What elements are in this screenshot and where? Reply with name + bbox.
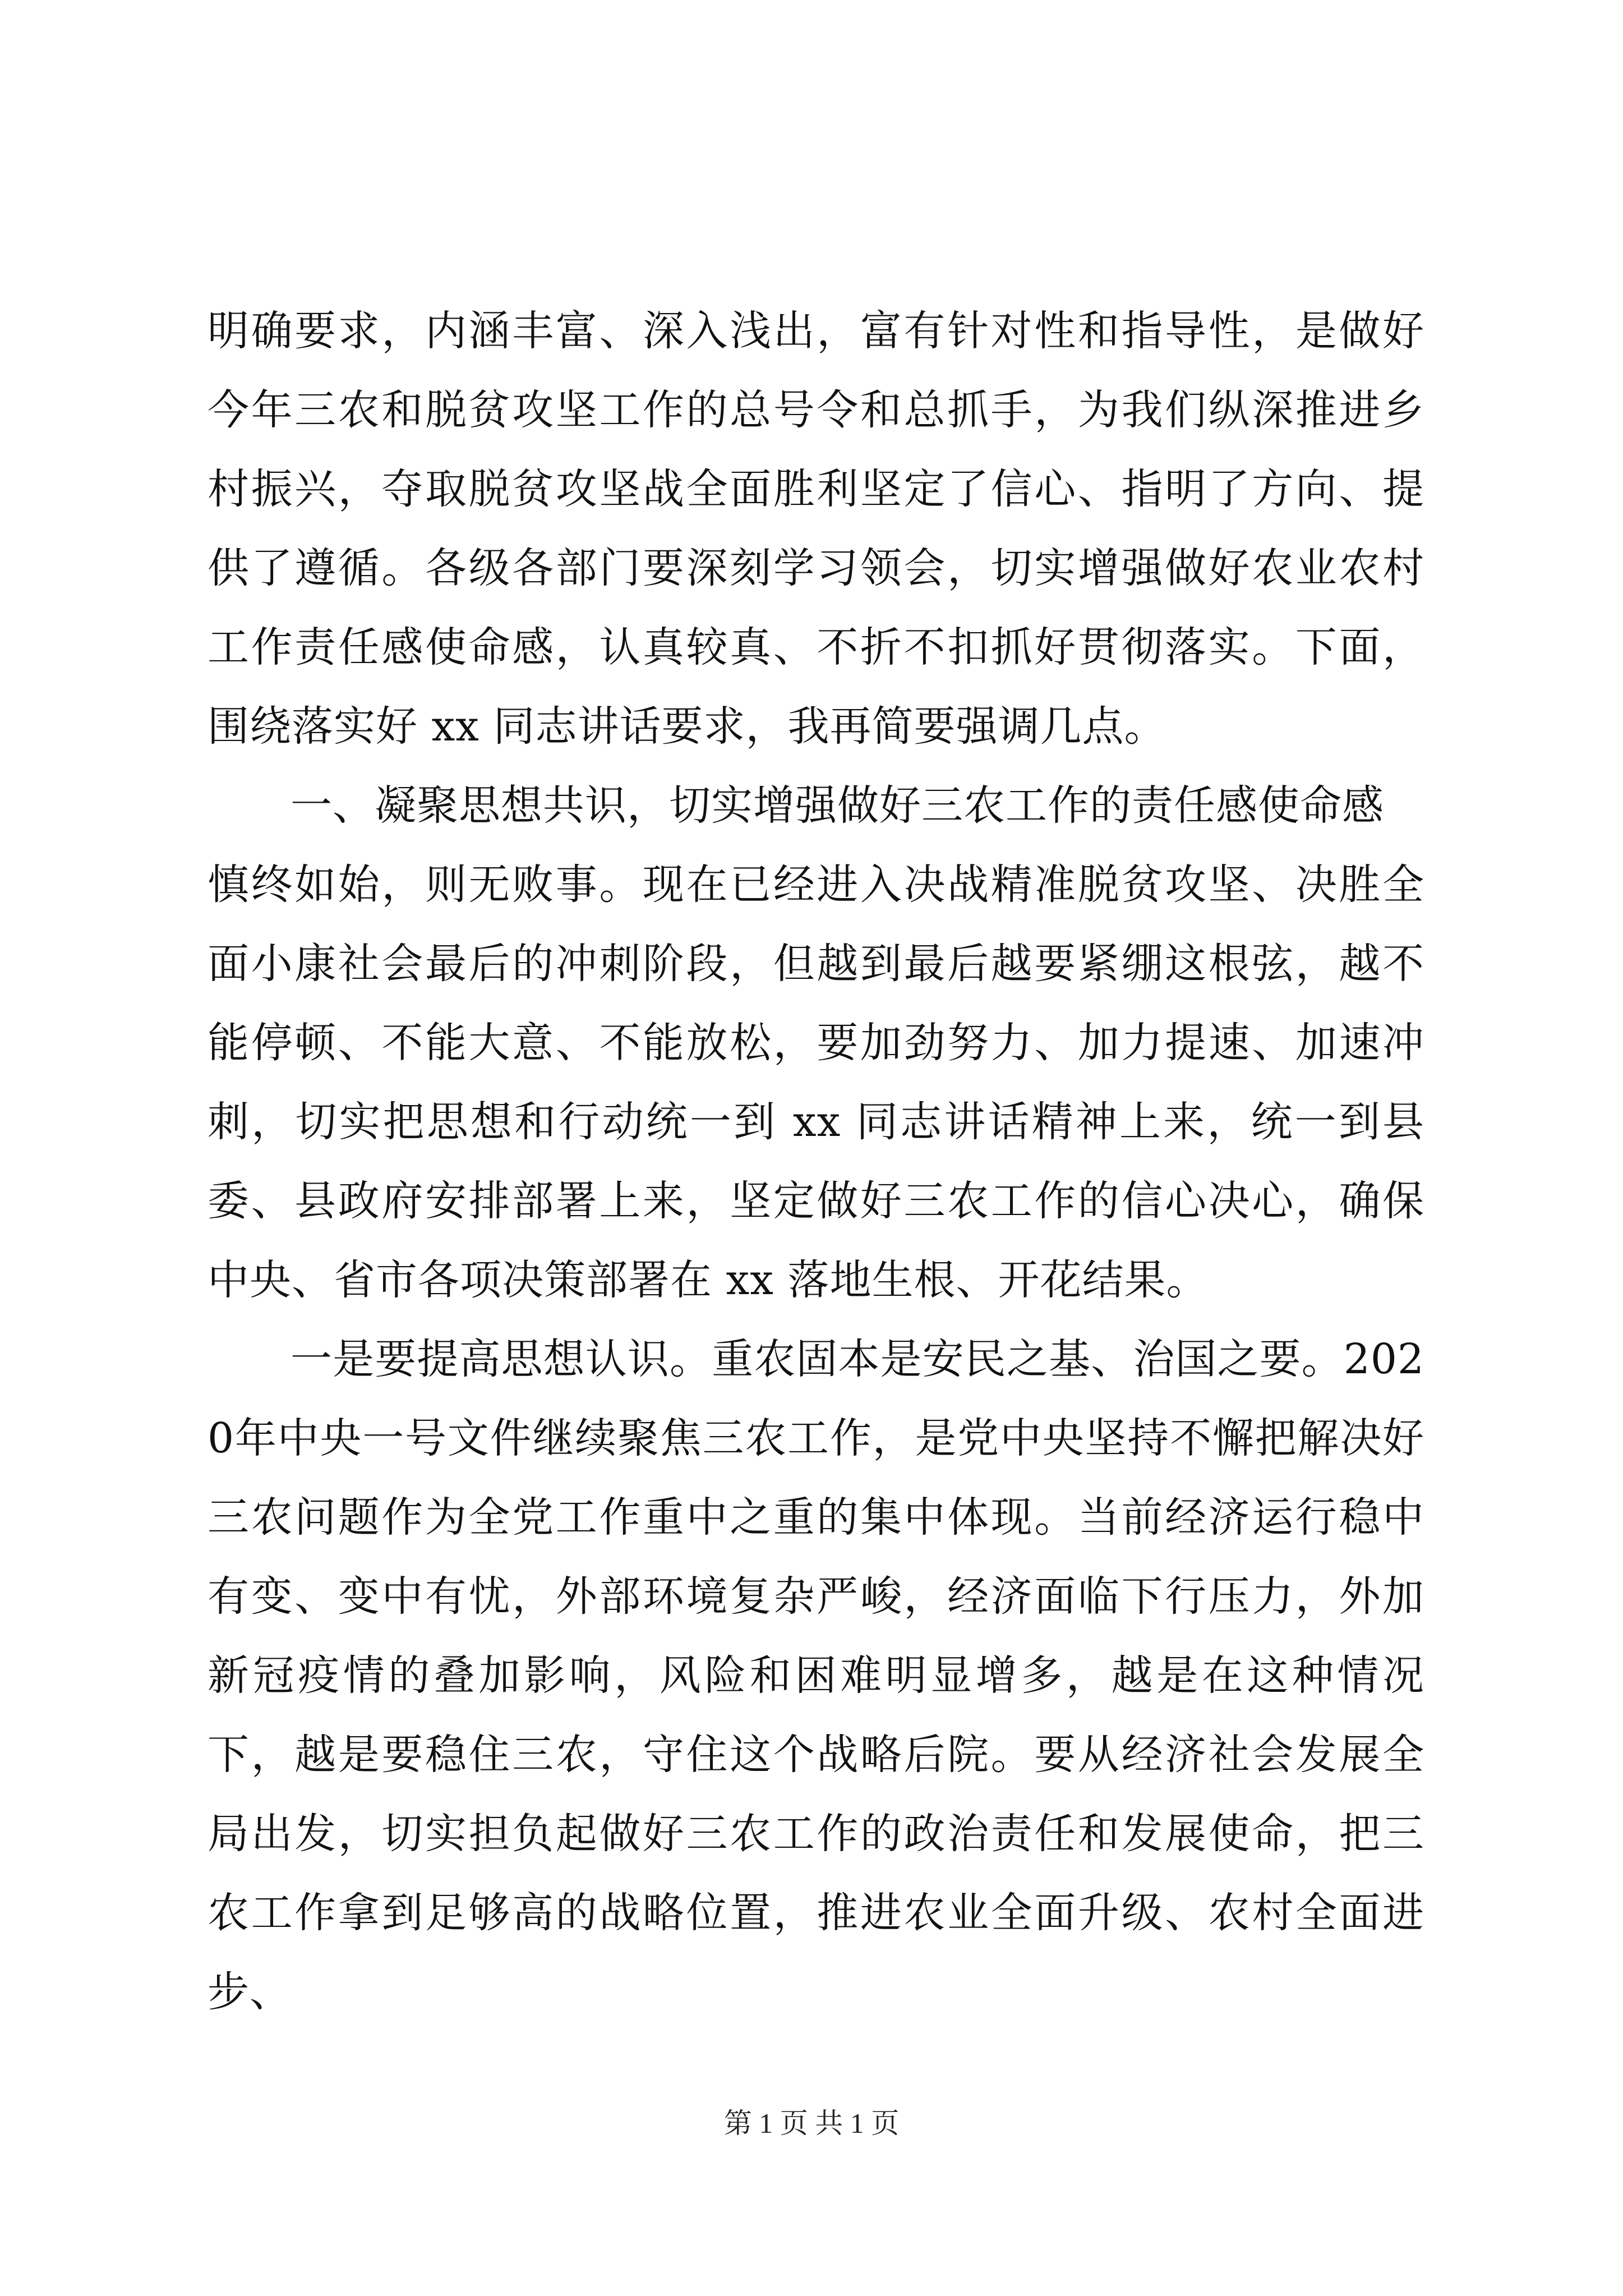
paragraph-section-one: 慎终如始，则无败事。现在已经进入决战精准脱贫攻坚、决胜全面小康社会最后的冲刺阶段，但越到最后越要紧绷这根弦，越不能停顿、不能大意、不能放松，要加劲努力、加力提速、加速冲刺，切实把思想和行动统一到 xx 同志讲话精神上来，统一到县委、县政府安排部署上来，坚定做好三农工作的信心决心，确保中央、省市各项决策部署在 xx 落地生根、开花结果。 — [208, 861, 1424, 1304]
page-footer: 第 1 页 共 1 页 — [723, 2108, 900, 2139]
paragraph-opening: 明确要求，内涵丰富、深入浅出，富有针对性和指导性，是做好今年三农和脱贫攻坚工作的总号令和总抓手，为我们纵深推进乡村振兴，夺取脱贫攻坚战全面胜利坚定了信心、指明了方向、提供了遵循。各级各部门要深刻学习领会，切实增强做好农业农村工作责任感使命感，认真较真、不折不扣抓好贯彻落实。下面，围绕落实好 xx 同志讲话要求，我再简要强调几点。 — [208, 307, 1424, 751]
document-body — [208, 292, 1424, 2032]
paragraph-point-one: 一是要提高思想认识。重农固本是安民之基、治国之要。2020年中央一号文件继续聚焦三农工作，是党中央坚持不懈把解决好三农问题作为全党工作重中之重的集中体现。当前经济运行稳中有变、变中有忧，外部环境复杂严峻，经济面临下行压力，外加新冠疫情的叠加影响，风险和困难明显增多，越是在这种情况下，越是要稳住三农，守住这个战略后院。要从经济社会发展全局出发，切实担负起做好三农工作的政治责任和发展使命，把三农工作拿到足够高的战略位置，推进农业全面升级、农村全面进步、 — [208, 1335, 1424, 2016]
section-heading-one: 一、凝聚思想共识，切实增强做好三农工作的责任感使命感 — [291, 781, 1384, 830]
